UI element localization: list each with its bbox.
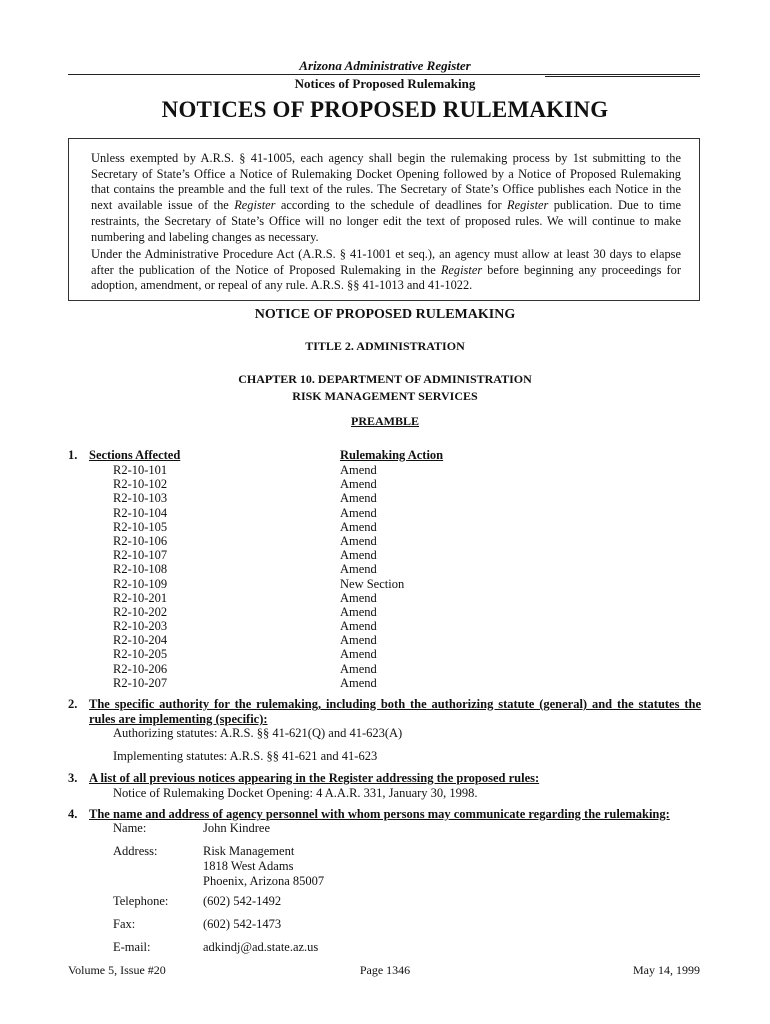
intro-paragraph-1: Unless exempted by A.R.S. § 41-1005, each agency shall begin the rulemaking process by 1st submitting to the Secretary of State’s Office a Notice of Rulemaking Docket Opening followed by a Notice of Proposed Rulemaking that contains the preamble and the full text of the rules. The Secretary of State’s Office publishes each Notice in the next available issue of the Register according to the schedule of deadlines for Register publication. Due to time restraints, the Secretary of State’s Office will no longer edit the text of proposed rules. We will continue to make numbering and labeling changes as necessary. (91, 151, 681, 244)
section-item: R2-10-207 (113, 675, 168, 690)
section-item: R2-10-109 (113, 576, 168, 591)
header-rule-secondary (545, 76, 700, 77)
section-item: R2-10-104 (113, 505, 168, 520)
action-item: Amend (340, 477, 377, 492)
section-item: R2-10-202 (113, 604, 168, 619)
preamble-heading: PREAMBLE (350, 414, 419, 428)
item-1-number: 1. (68, 448, 78, 462)
notice-chapter-subtitle: RISK MANAGEMENT SERVICES (292, 389, 478, 403)
action-item: Amend (340, 619, 377, 634)
notice-title: TITLE 2. ADMINISTRATION (305, 339, 465, 353)
address-label: Address: (113, 844, 158, 858)
section-item: R2-10-204 (113, 633, 168, 648)
name-value: John Kindree (203, 821, 270, 835)
footer-date: May 14, 1999 (633, 963, 700, 977)
fax-label: Fax: (113, 917, 136, 931)
item-2-heading: The specific authority for the rulemaking, including both the authorizing statute (general) and the statutes the rules are implementing (specific): (89, 697, 701, 726)
footer-volume: Volume 5, Issue #20 (68, 963, 166, 977)
notice-chapter: CHAPTER 10. DEPARTMENT OF ADMINISTRATION (238, 372, 532, 386)
sections-affected-heading: Sections Affected (89, 448, 181, 462)
email-value[interactable]: adkindj@ad.state.az.us (203, 940, 319, 954)
email-label: E-mail: (113, 940, 151, 954)
action-item: Amend (340, 562, 377, 577)
authorizing-statutes: Authorizing statutes: A.R.S. §§ 41-621(Q) and 41-623(A) (113, 726, 403, 740)
section-item: R2-10-201 (113, 590, 168, 605)
section-item: R2-10-102 (113, 477, 168, 492)
action-item: Amend (340, 519, 377, 534)
action-item: Amend (340, 647, 377, 662)
section-item: R2-10-206 (113, 661, 168, 676)
item-4-heading: The name and address of agency personnel with whom persons may communicate regarding the rulemaking: (89, 807, 670, 821)
section-item: R2-10-203 (113, 619, 168, 634)
journal-title: Arizona Administrative Register (299, 58, 471, 73)
fax-value: (602) 542-1473 (203, 917, 282, 931)
action-item: Amend (340, 505, 377, 520)
telephone-value: (602) 542-1492 (203, 894, 282, 908)
action-item: Amend (340, 675, 377, 690)
section-item: R2-10-101 (113, 463, 168, 477)
previous-notice: Notice of Rulemaking Docket Opening: 4 A.A.R. 331, January 30, 1998. (113, 786, 478, 800)
action-item: Amend (340, 463, 377, 477)
action-item: Amend (340, 661, 377, 676)
item-3-heading: A list of all previous notices appearing in the Register addressing the proposed rules: (89, 771, 540, 785)
sections-list (113, 463, 167, 690)
actions-list (340, 463, 404, 690)
header-rule (68, 74, 700, 75)
action-item: Amend (340, 533, 377, 548)
address-line-1: Risk Management (203, 844, 295, 858)
rulemaking-action-heading: Rulemaking Action (340, 448, 444, 462)
item-4-number: 4. (68, 807, 78, 821)
item-3-number: 3. (68, 771, 78, 785)
action-item: New Section (340, 576, 405, 591)
section-item: R2-10-205 (113, 647, 168, 662)
action-item: Amend (340, 604, 377, 619)
telephone-label: Telephone: (113, 894, 169, 908)
address-line-2: 1818 West Adams (203, 859, 294, 873)
section-item: R2-10-106 (113, 533, 168, 548)
section-title: Notices of Proposed Rulemaking (294, 76, 476, 91)
address-line-3: Phoenix, Arizona 85007 (203, 874, 325, 888)
section-item: R2-10-108 (113, 562, 168, 577)
name-label: Name: (113, 821, 147, 835)
address-value (203, 844, 324, 889)
section-item: R2-10-105 (113, 519, 168, 534)
section-item: R2-10-107 (113, 548, 168, 563)
footer-page: Page 1346 (359, 963, 411, 977)
action-item: Amend (340, 590, 377, 605)
page-title: NOTICES OF PROPOSED RULEMAKING (161, 97, 609, 122)
action-item: Amend (340, 548, 377, 563)
item-2-number: 2. (68, 697, 78, 711)
section-item: R2-10-103 (113, 491, 168, 506)
action-item: Amend (340, 491, 377, 506)
notice-heading: NOTICE OF PROPOSED RULEMAKING (254, 307, 516, 322)
implementing-statutes: Implementing statutes: A.R.S. §§ 41-621 and 41-623 (113, 749, 378, 763)
intro-box (68, 138, 700, 301)
action-item: Amend (340, 633, 377, 648)
intro-paragraph-2: Under the Administrative Procedure Act (A.R.S. § 41-1001 et seq.), an agency must allow at least 30 days to elapse after the publication of the Notice of Proposed Rulemaking in the Register before beginning any proceedings for adoption, amendment, or repeal of any rule. A.R.S. §§ 41-1013 and 41-1022. (91, 247, 681, 293)
